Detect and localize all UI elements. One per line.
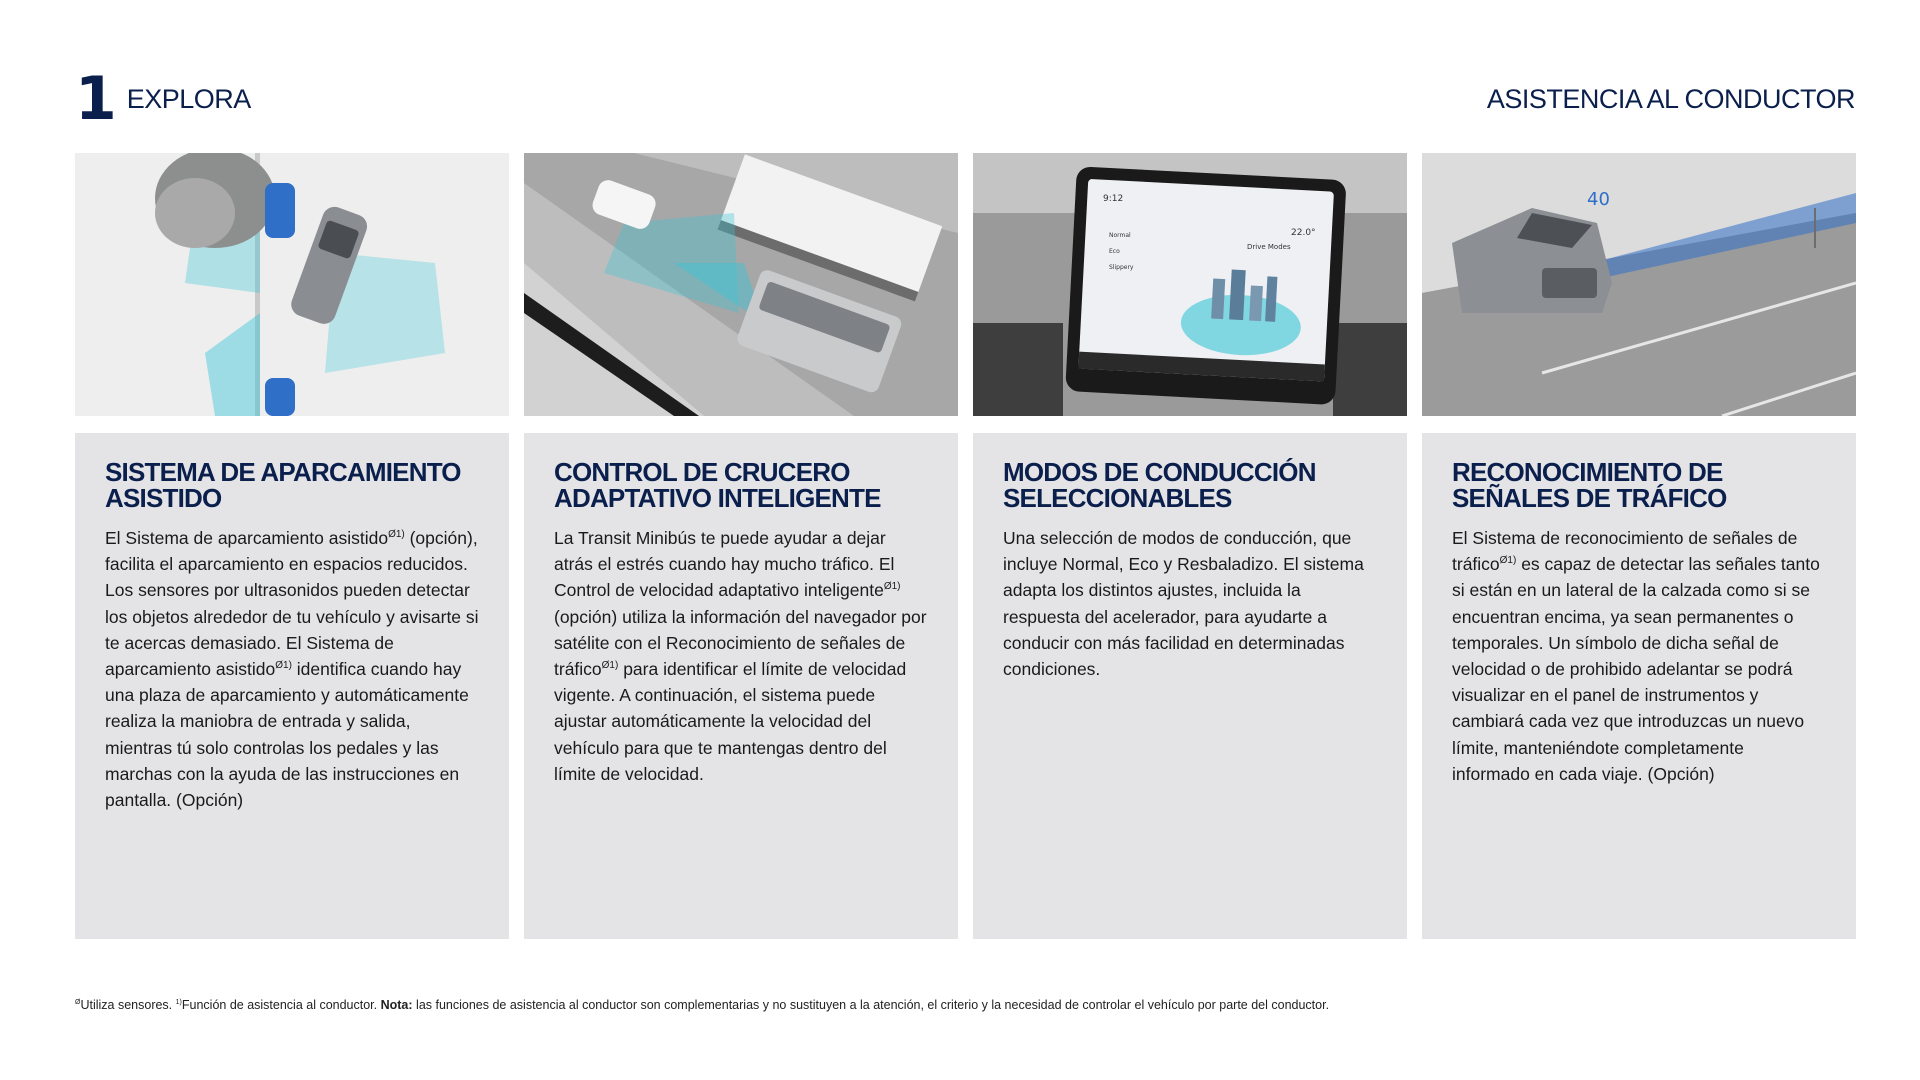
card-title: SISTEMA DE APARCAMIENTO ASISTIDO <box>105 457 461 513</box>
screen-drive-modes-label: Drive Modes <box>1247 243 1291 251</box>
card-title: RECONOCIMIENTO DE SEÑALES DE TRÁFICO <box>1452 457 1727 513</box>
feature-card-parking <box>75 153 509 939</box>
footnote: $^Ø$Utiliza sensores. $^{1)}$Función de asistencia al conductor. Nota: las funciones de asistencia al conductor son complementarias y no sustituyen a la atención, el criterio y la necesidad de controlar el vehículo por parte del conductor. <box>75 998 1330 1012</box>
section-number: 1 <box>75 64 113 134</box>
traffic-sign-image <box>1422 153 1856 416</box>
card-description: Una selección de modos de conducción, que incluye Normal, Eco y Resbaladizo. El sistema adapta los distintos ajustes, incluida la respuesta del acelerador, para ayudarte a conducir con más facilidad en determinadas condiciones. <box>1003 528 1364 680</box>
parking-assist-image <box>75 153 509 416</box>
feature-card-drive-modes <box>973 153 1407 939</box>
drive-modes-image <box>973 153 1407 416</box>
card-description: La Transit Minibús te puede ayudar a dejar atrás el estrés cuando hay mucho tráfico. El Control de velocidad adaptativo inteligente$^{Ø1)}$ (opción) utiliza la información del navegador por satélite con el Reconocimiento de señales de tráfico$^{Ø1)}$ para identificar el límite de velocidad vigente. A continuación, el sistema puede ajustar automáticamente la velocidad del vehículo para que te mantengas dentro del límite de velocidad. <box>554 528 927 784</box>
card-description: El Sistema de aparcamiento asistido$^{Ø1)}$ (opción), facilita el aparcamiento en espacios reducidos. Los sensores por ultrasonidos pueden detectar los objetos alrededor de tu vehículo y avisarte si te acercas demasiado. El Sistema de aparcamiento asistido$^{Ø1)}$ identifica cuando hay una plaza de aparcamiento y automáticamente realiza la maniobra de entrada y salida, mientras tú solo controlas los pedales y las marchas con la ayuda de las instrucciones en pantalla. (Opción) <box>105 528 479 811</box>
screen-time: 9:12 <box>1103 194 1124 204</box>
card-body <box>1422 433 1856 939</box>
card-body <box>75 433 509 939</box>
adaptive-cruise-image <box>524 153 958 416</box>
card-body <box>973 433 1407 939</box>
card-body <box>524 433 958 939</box>
card-title: CONTROL DE CRUCERO ADAPTATIVO INTELIGENTE <box>554 457 881 513</box>
section-label: EXPLORA <box>126 83 251 114</box>
speed-sign-text: 40 <box>1587 189 1610 210</box>
section-title: ASISTENCIA AL CONDUCTOR <box>1486 83 1855 114</box>
screen-mode-eco: Eco <box>1109 248 1120 255</box>
feature-cards <box>75 153 1856 939</box>
card-title: MODOS DE CONDUCCIÓN SELECCIONABLES <box>1003 457 1316 513</box>
feature-card-traffic-sign <box>1422 153 1856 939</box>
page-header <box>75 64 1855 134</box>
screen-mode-slippery: Slippery <box>1109 264 1134 271</box>
screen-temp: 22.0° <box>1291 228 1316 238</box>
screen-mode-normal: Normal <box>1109 232 1131 239</box>
section-indicator <box>75 64 251 134</box>
card-description: El Sistema de reconocimiento de señales de tráfico$^{Ø1)}$ es capaz de detectar las señales tanto si están en un lateral de la calzada como si se encuentran encima, ya sean permanentes o temporales. Un símbolo de dicha señal de velocidad o de prohibido adelantar se podrá visualizar en el panel de instrumentos y cambiará cada vez que introduzcas un nuevo límite, manteniéndote completamente informado en cada viaje. (Opción) <box>1452 528 1820 784</box>
feature-card-cruise <box>524 153 958 939</box>
